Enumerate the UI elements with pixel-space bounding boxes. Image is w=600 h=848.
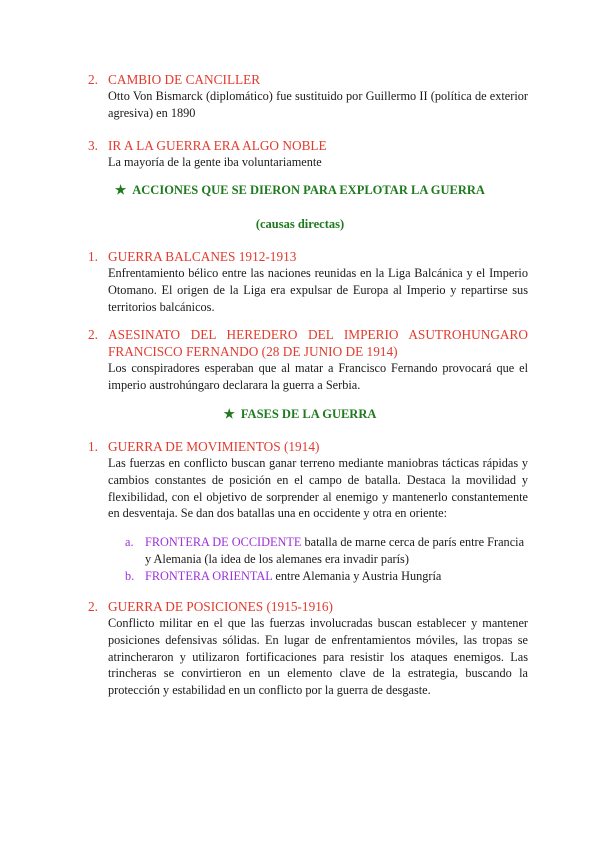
item-body: La mayoría de la gente iba voluntariamente <box>108 155 322 169</box>
fronts-list <box>125 534 528 584</box>
item-heading <box>88 71 528 88</box>
cause-body: Enfrentamiento bélico entre las naciones reunidas en la Liga Balcánica y el Imperio Otomano. El origen de la Liga era expulsar de Europa al Imperio y repartirse sus territorios balcánicos. <box>108 266 528 314</box>
section-title-text: ACCIONES QUE SE DIERON PARA EXPLOTAR LA GUERRA <box>132 183 485 197</box>
phase-heading <box>88 598 528 615</box>
cause-balcanes <box>88 248 528 315</box>
cause-heading-line2 <box>108 343 528 360</box>
front-letter: a. <box>125 535 134 549</box>
section-subtitle: (causas directas) <box>255 217 345 231</box>
phase-movimientos <box>88 438 528 522</box>
section-title-fases <box>0 406 600 422</box>
heading-text: CAMBIO DE CANCILLER <box>108 72 261 87</box>
front-item-oriental <box>125 568 528 585</box>
heading-text: GUERRA DE POSICIONES (1915-1916) <box>108 599 333 614</box>
item-body: Otto Von Bismarck (diplomático) fue sustituido por Guillermo II (política de exterior agresiva) en 1890 <box>108 89 528 120</box>
front-text: batalla de marne cerca de parís entre Francia y Alemania (la idea de los alemanes era invadir parís) <box>145 535 525 566</box>
phase-number: 1. <box>88 439 98 454</box>
heading-text: ASESINATO DEL HEREDERO DEL IMPERIO ASUTROHUNGARO <box>108 327 528 342</box>
item-number: 3. <box>88 138 98 153</box>
front-name: FRONTERA DE OCCIDENTE <box>145 535 302 549</box>
front-letter: b. <box>125 568 135 583</box>
phase-body: Conflicto militar en el que las fuerzas involucradas buscan establecer y mantener posiciones defensivas sólidas. En lugar de enfrentamientos móviles, las tropas se atrincheraron y utilizaron fortificaciones para resistir los ataques enemigos. Las trincheras se convirtieron en un elemento clave de la estrategia, buscando la protección y estabilidad en un conflicto por la guerra de desgaste. <box>108 616 528 698</box>
heading-text-2: FRANCISCO FERNANDO (28 DE JUNIO DE 1914) <box>108 344 398 359</box>
front-text: entre Alemania y Austria Hungría <box>275 568 442 583</box>
star-icon: ★ <box>223 407 235 421</box>
front-name: FRONTERA ORIENTAL <box>145 568 273 583</box>
cause-number: 1. <box>88 249 98 264</box>
star-icon: ★ <box>115 183 127 197</box>
cause-asesinato <box>88 326 528 394</box>
phase-heading <box>88 438 528 455</box>
cause-heading-line1 <box>88 326 528 343</box>
item-cambio-canciller <box>88 71 528 122</box>
heading-text: IR A LA GUERRA ERA ALGO NOBLE <box>108 138 327 153</box>
heading-text: GUERRA BALCANES 1912-1913 <box>108 249 297 264</box>
item-heading <box>88 137 528 154</box>
heading-text: GUERRA DE MOVIMIENTOS (1914) <box>108 439 320 454</box>
section-title-text: FASES DE LA GUERRA <box>240 407 377 421</box>
cause-heading <box>88 248 528 265</box>
front-item-occidente <box>125 534 528 568</box>
phase-body: Las fuerzas en conflicto buscan ganar terreno mediante maniobras tácticas rápidas y cambios constantes de posición en el campo de batalla. Destaca la movilidad y flexibilidad, con el objetivo de sorprender al enemigo y mantenerlo constantemente en desventaja. Se dan dos batallas una en occidente y otra en oriente: <box>108 456 528 521</box>
cause-body: Los conspiradores esperaban que al matar a Francisco Fernando provocará que el imperio austrohúngaro declarara la guerra a Serbia. <box>108 361 528 392</box>
cause-number: 2. <box>88 327 98 342</box>
item-guerra-noble <box>88 137 528 171</box>
phase-posiciones <box>88 598 528 699</box>
item-number: 2. <box>88 72 98 87</box>
section-title-acciones <box>0 182 600 198</box>
phase-number: 2. <box>88 599 98 614</box>
